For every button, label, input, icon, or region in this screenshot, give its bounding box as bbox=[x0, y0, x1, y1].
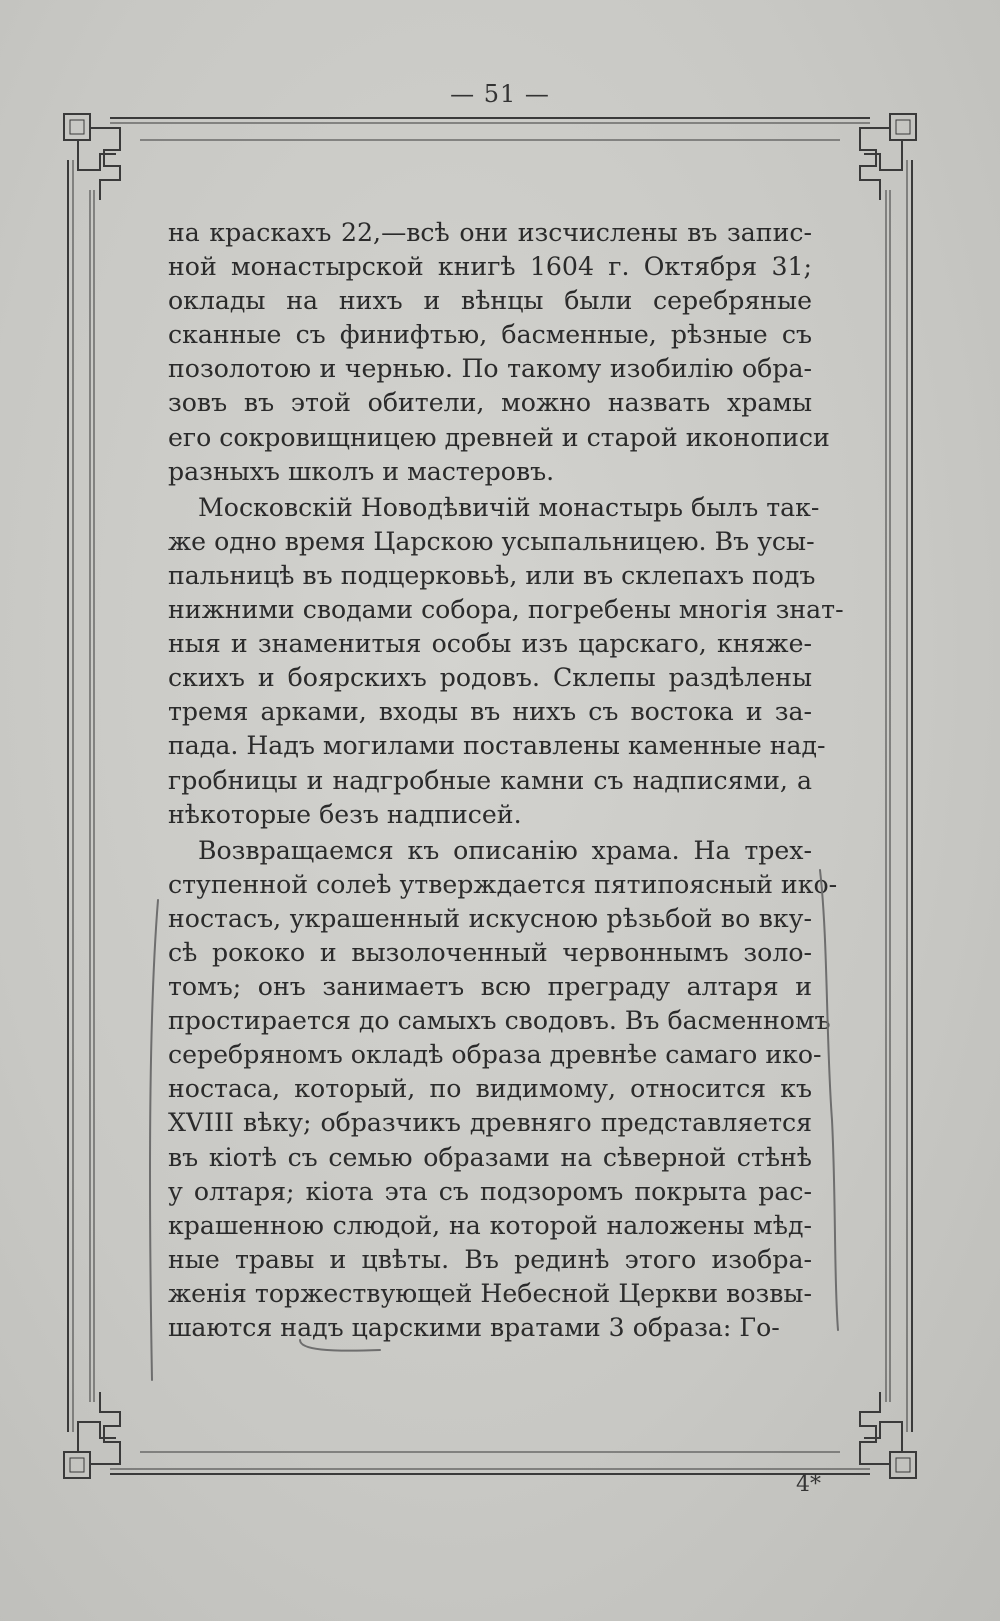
text-line: сканные съ финифтью, басменные, рѣзные съ bbox=[168, 320, 812, 350]
text-line: тремя арками, входы въ нихъ съ востока и за- bbox=[168, 697, 812, 727]
text-line: томъ; онъ занимаетъ всю преграду алтаря и bbox=[168, 972, 812, 1002]
paragraph-1 bbox=[168, 216, 830, 489]
text-line: XVIII вѣку; образчикъ древняго представляется bbox=[168, 1108, 812, 1138]
text-line: гробницы и надгробные камни съ надписями, а bbox=[168, 765, 812, 795]
text-line: скихъ и боярскихъ родовъ. Склепы раздѣлены bbox=[168, 663, 812, 693]
text-line: пада. Надъ могилами поставлены каменные над- bbox=[168, 731, 826, 761]
text-line: ностаса, который, по видимому, относится къ bbox=[168, 1074, 812, 1104]
text-line: зовъ въ этой обители, можно назвать храмы bbox=[168, 388, 812, 418]
text-line: оклады на нихъ и вѣнцы были серебряные bbox=[168, 286, 812, 316]
text-line: же одно время Царскою усыпальницею. Въ усы- bbox=[168, 526, 815, 556]
text-line: ные травы и цвѣты. Въ рединѣ этого изобра- bbox=[168, 1244, 812, 1274]
text-line: нижними сводами собора, погребены многія знат- bbox=[168, 595, 844, 625]
text-line: серебряномъ окладѣ образа древнѣе самаго ико- bbox=[168, 1040, 822, 1070]
text-line: Московскій Новодѣвичій монастырь былъ так- bbox=[198, 492, 820, 522]
text-line: ной монастырской книгѣ 1604 г. Октября 31; bbox=[168, 252, 812, 282]
body-text bbox=[168, 216, 844, 1345]
text-line: нѣкоторые безъ надписей. bbox=[168, 799, 522, 829]
text-line: крашенною слюдой, на которой наложены мѣд- bbox=[168, 1210, 812, 1240]
text-line: разныхъ школъ и мастеровъ. bbox=[168, 456, 555, 486]
text-line: у олтаря; кіота эта съ подзоромъ покрыта рас- bbox=[168, 1176, 812, 1206]
paragraph-2 bbox=[168, 491, 844, 832]
text-line: его сокровищницею древней и старой иконописи bbox=[168, 422, 830, 452]
text-line: ступенной солеѣ утверждается пятипоясный ико- bbox=[168, 869, 838, 899]
signature-mark: 4* bbox=[796, 1472, 821, 1497]
text-line: въ кіотѣ съ семью образами на сѣверной стѣнѣ bbox=[168, 1142, 812, 1172]
text-line: ностасъ, украшенный искусною рѣзьбой во вку- bbox=[168, 903, 812, 933]
text-line: женія торжествующей Небесной Церкви возвы- bbox=[168, 1278, 812, 1308]
text-line: пальницѣ въ подцерковьѣ, или въ склепахъ подъ bbox=[168, 560, 816, 590]
text-line: простирается до самыхъ сводовъ. Въ басменномъ bbox=[168, 1006, 831, 1036]
text-line: сѣ рококо и вызолоченный червоннымъ золо- bbox=[168, 937, 812, 967]
text-line: шаются надъ царскими вратами 3 образа: Го- bbox=[168, 1313, 780, 1342]
text-line: позолотою и чернью. По такому изобилію обра- bbox=[168, 354, 812, 384]
text-line: Возвращаемся къ описанію храма. На трех- bbox=[198, 835, 812, 865]
text-line: ныя и знаменитыя особы изъ царскаго, княже- bbox=[168, 629, 812, 659]
page-number: — 51 — bbox=[450, 80, 550, 108]
paragraph-3 bbox=[168, 834, 838, 1345]
text-line: на краскахъ 22,—всѣ они изсчислены въ запис- bbox=[168, 218, 812, 247]
